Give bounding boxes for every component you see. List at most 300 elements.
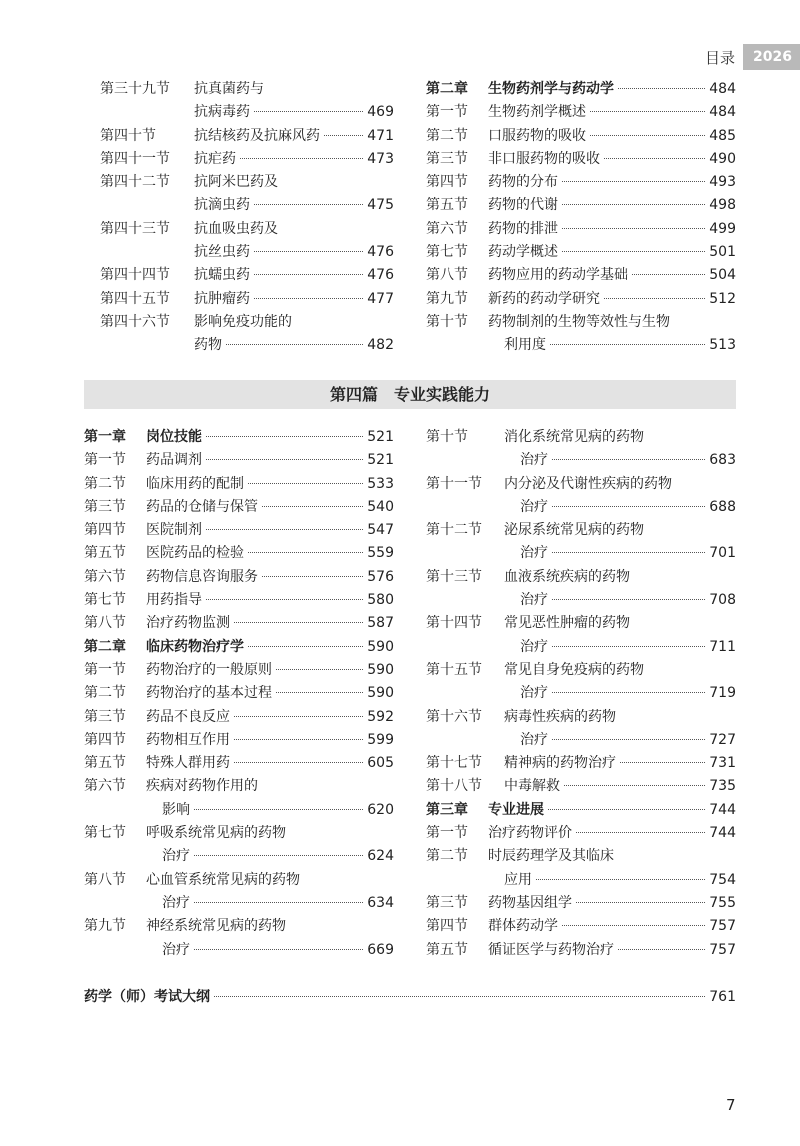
entry-page: 605 bbox=[367, 755, 394, 772]
entry-title-continued: 治疗 bbox=[162, 894, 190, 911]
entry-number: 第十六节 bbox=[426, 708, 482, 725]
entry-title: 精神病的药物治疗 bbox=[504, 755, 616, 772]
leader-dots bbox=[206, 599, 363, 600]
leader-dots bbox=[254, 274, 363, 275]
leader-dots bbox=[576, 902, 705, 903]
entry-number: 第四节 bbox=[426, 918, 468, 935]
entry-page: 592 bbox=[367, 708, 394, 725]
toc-entry-continuation bbox=[442, 496, 736, 519]
entry-title: 泌尿系统常见病的药物 bbox=[504, 522, 644, 539]
entry-title: 药物治疗的一般原则 bbox=[146, 661, 272, 678]
entry-number: 第一章 bbox=[84, 429, 126, 445]
entry-page: 620 bbox=[367, 801, 394, 818]
entry-page: 484 bbox=[709, 104, 736, 121]
entry-title: 治疗药物监测 bbox=[146, 615, 230, 632]
entry-page: 469 bbox=[367, 104, 394, 121]
entry-page: 599 bbox=[367, 731, 394, 748]
entry-title: 药物基因组学 bbox=[488, 894, 572, 911]
entry-page: 475 bbox=[367, 197, 394, 214]
leader-dots bbox=[562, 204, 705, 205]
entry-title: 专业进展 bbox=[488, 801, 544, 818]
leader-dots bbox=[604, 158, 705, 159]
toc-section-entry[interactable] bbox=[100, 218, 394, 241]
toc-section-entry[interactable] bbox=[426, 264, 736, 287]
entry-number: 第五节 bbox=[84, 755, 126, 772]
entry-number: 第五节 bbox=[426, 197, 468, 214]
leader-dots bbox=[262, 506, 363, 507]
leader-dots bbox=[552, 692, 705, 693]
entry-page: 590 bbox=[367, 685, 394, 702]
entry-page: 669 bbox=[367, 941, 394, 958]
leader-dots bbox=[262, 576, 363, 577]
toc-entry-continuation bbox=[100, 892, 394, 915]
leader-dots bbox=[248, 552, 363, 553]
toc-section-entry[interactable] bbox=[426, 148, 736, 171]
toc-section-entry[interactable] bbox=[426, 752, 736, 775]
leader-dots bbox=[552, 506, 705, 507]
toc-section-entry[interactable] bbox=[426, 892, 736, 915]
entry-title: 神经系统常见病的药物 bbox=[146, 918, 286, 935]
toc-section-entry[interactable] bbox=[84, 496, 394, 519]
leader-dots bbox=[234, 762, 363, 763]
toc-top-left-column bbox=[100, 78, 394, 358]
entry-number: 第四节 bbox=[84, 731, 126, 748]
entry-number: 第一节 bbox=[426, 104, 468, 121]
leader-dots bbox=[214, 996, 705, 997]
entry-number: 第二章 bbox=[426, 81, 468, 97]
entry-number: 第七节 bbox=[84, 592, 126, 609]
entry-title: 治疗药物评价 bbox=[488, 825, 572, 842]
entry-title: 药动学概述 bbox=[488, 244, 558, 261]
entry-title: 抗疟药 bbox=[194, 150, 236, 167]
leader-dots bbox=[552, 552, 705, 553]
entry-page: 547 bbox=[367, 522, 394, 539]
entry-number: 第十一节 bbox=[426, 475, 482, 492]
entry-number: 第九节 bbox=[84, 918, 126, 935]
entry-title: 药物应用的药动学基础 bbox=[488, 267, 628, 284]
entry-page: 590 bbox=[367, 638, 394, 655]
entry-number: 第四十一节 bbox=[100, 150, 170, 167]
entry-page: 708 bbox=[709, 592, 736, 609]
toc-entry-continuation bbox=[442, 729, 736, 752]
leader-dots bbox=[564, 785, 705, 786]
entry-page: 755 bbox=[709, 894, 736, 911]
entry-page: 476 bbox=[367, 244, 394, 261]
toc-section-entry[interactable] bbox=[84, 659, 394, 682]
entry-title: 群体药动学 bbox=[488, 918, 558, 935]
entry-page: 711 bbox=[709, 638, 736, 655]
leader-dots bbox=[240, 158, 363, 159]
running-header bbox=[705, 44, 800, 70]
entry-title: 医院药品的检验 bbox=[146, 545, 244, 562]
toc-chapter-entry[interactable] bbox=[426, 799, 736, 822]
entry-number: 第七节 bbox=[426, 244, 468, 261]
leader-dots bbox=[194, 902, 363, 903]
entry-title: 临床用药的配制 bbox=[146, 475, 244, 492]
entry-number: 第四十五节 bbox=[100, 290, 170, 307]
toc-section-entry[interactable] bbox=[426, 915, 736, 938]
entry-title-continued: 应用 bbox=[504, 871, 532, 888]
toc-section-entry[interactable] bbox=[426, 822, 736, 845]
leader-dots bbox=[206, 459, 363, 460]
entry-title: 药物的分布 bbox=[488, 174, 558, 191]
entry-page: 688 bbox=[709, 498, 736, 515]
toc-section-entry[interactable] bbox=[426, 775, 736, 798]
toc-section-entry[interactable] bbox=[84, 473, 394, 496]
toc-section-entry[interactable] bbox=[426, 101, 736, 124]
entry-title: 生物药剂学概述 bbox=[488, 104, 586, 121]
entry-title: 心血管系统常见病的药物 bbox=[146, 871, 300, 888]
entry-title-continued: 治疗 bbox=[520, 638, 548, 655]
leader-dots bbox=[194, 949, 363, 950]
entry-title-continued: 治疗 bbox=[520, 685, 548, 702]
entry-number: 第二节 bbox=[84, 475, 126, 492]
toc-section-entry[interactable] bbox=[84, 566, 394, 589]
entry-number: 第四十二节 bbox=[100, 174, 170, 191]
entry-number: 第二节 bbox=[426, 127, 468, 144]
entry-number: 第八节 bbox=[84, 615, 126, 632]
toc-entry-continuation bbox=[100, 241, 394, 264]
entry-page: 473 bbox=[367, 150, 394, 167]
entry-title: 药品调剂 bbox=[146, 452, 202, 469]
toc-section-entry[interactable] bbox=[84, 775, 394, 798]
toc-section-entry[interactable] bbox=[426, 288, 736, 311]
leader-dots bbox=[254, 251, 363, 252]
entry-number: 第二节 bbox=[426, 848, 468, 865]
entry-number: 第四节 bbox=[426, 174, 468, 191]
entry-title-continued: 治疗 bbox=[162, 941, 190, 958]
leader-dots bbox=[194, 855, 363, 856]
entry-number: 第四十四节 bbox=[100, 267, 170, 284]
entry-title-continued: 治疗 bbox=[520, 452, 548, 469]
leader-dots bbox=[562, 925, 705, 926]
entry-title: 药物治疗的基本过程 bbox=[146, 685, 272, 702]
entry-title: 药品的仓储与保管 bbox=[146, 498, 258, 515]
entry-title: 中毒解救 bbox=[504, 778, 560, 795]
entry-number: 第十节 bbox=[426, 429, 468, 445]
toc-section-entry[interactable] bbox=[100, 171, 394, 194]
entry-number: 第五节 bbox=[426, 941, 468, 958]
leader-dots bbox=[234, 716, 363, 717]
entry-page: 624 bbox=[367, 848, 394, 865]
toc-entry-continuation bbox=[100, 939, 394, 962]
entry-page: 757 bbox=[709, 941, 736, 958]
entry-title: 口服药物的吸收 bbox=[488, 127, 586, 144]
toc-section-entry[interactable] bbox=[426, 939, 736, 962]
entry-title: 新药的药动学研究 bbox=[488, 290, 600, 307]
toc-section-entry[interactable] bbox=[84, 682, 394, 705]
entry-page: 513 bbox=[709, 337, 736, 354]
leader-dots bbox=[618, 949, 705, 950]
leader-dots bbox=[206, 436, 363, 437]
toc-entry-continuation bbox=[442, 334, 736, 357]
entry-number: 第九节 bbox=[426, 290, 468, 307]
entry-number: 第十七节 bbox=[426, 755, 482, 772]
entry-number: 第四节 bbox=[84, 522, 126, 539]
entry-title: 非口服药物的吸收 bbox=[488, 150, 600, 167]
entry-number: 第十三节 bbox=[426, 568, 482, 585]
entry-page: 482 bbox=[367, 337, 394, 354]
entry-title-continued: 治疗 bbox=[520, 592, 548, 609]
entry-number: 第二章 bbox=[84, 638, 126, 655]
entry-page: 533 bbox=[367, 475, 394, 492]
entry-title: 内分泌及代谢性疾病的药物 bbox=[504, 475, 672, 492]
toc-chapter-entry[interactable] bbox=[84, 636, 394, 659]
entry-title: 岗位技能 bbox=[146, 429, 202, 445]
exam-outline-page: 761 bbox=[709, 989, 736, 1005]
toc-section-entry[interactable] bbox=[84, 589, 394, 612]
leader-dots bbox=[552, 739, 705, 740]
leader-dots bbox=[234, 622, 363, 623]
entry-page: 587 bbox=[367, 615, 394, 632]
entry-title: 特殊人群用药 bbox=[146, 755, 230, 772]
toc-section-entry[interactable] bbox=[84, 542, 394, 565]
leader-dots bbox=[276, 669, 363, 670]
entry-number: 第四十三节 bbox=[100, 220, 170, 237]
entry-number: 第十四节 bbox=[426, 615, 482, 632]
entry-number: 第十八节 bbox=[426, 778, 482, 795]
leader-dots bbox=[276, 692, 363, 693]
entry-number: 第四十节 bbox=[100, 127, 156, 144]
toc-section-entry[interactable] bbox=[84, 612, 394, 635]
leader-dots bbox=[248, 646, 363, 647]
toc-entry-continuation bbox=[100, 334, 394, 357]
entry-number: 第三节 bbox=[426, 150, 468, 167]
leader-dots bbox=[620, 762, 705, 763]
toc-section-entry[interactable] bbox=[100, 311, 394, 334]
entry-page: 471 bbox=[367, 127, 394, 144]
toc-section-entry[interactable] bbox=[426, 426, 736, 449]
entry-title: 时辰药理学及其临床 bbox=[488, 848, 614, 865]
entry-number: 第五节 bbox=[84, 545, 126, 562]
leader-dots bbox=[550, 344, 705, 345]
entry-title: 抗阿米巴药及 bbox=[194, 174, 278, 191]
entry-number: 第三节 bbox=[84, 498, 126, 515]
toc-bottom-right-column bbox=[426, 426, 736, 962]
entry-title: 生物药剂学与药动学 bbox=[488, 81, 614, 97]
entry-number: 第八节 bbox=[426, 267, 468, 284]
entry-number: 第四十六节 bbox=[100, 313, 170, 330]
part-label: 第四篇 bbox=[329, 385, 378, 404]
entry-number: 第十节 bbox=[426, 313, 468, 330]
toc-section-entry[interactable] bbox=[426, 125, 736, 148]
toc-entry-continuation bbox=[442, 542, 736, 565]
toc-entry-continuation bbox=[100, 845, 394, 868]
exam-outline-title: 药学（师）考试大纲 bbox=[84, 989, 210, 1005]
entry-page: 504 bbox=[709, 267, 736, 284]
toc-section-entry[interactable] bbox=[100, 125, 394, 148]
toc-section-entry[interactable] bbox=[84, 519, 394, 542]
toc-section-entry[interactable] bbox=[426, 845, 736, 868]
toc-section-entry[interactable] bbox=[426, 612, 736, 635]
entry-title: 抗蠕虫药 bbox=[194, 267, 250, 284]
entry-page: 634 bbox=[367, 894, 394, 911]
leader-dots bbox=[548, 809, 705, 810]
toc-section-entry[interactable] bbox=[84, 729, 394, 752]
toc-section-entry[interactable] bbox=[426, 218, 736, 241]
entry-page: 580 bbox=[367, 592, 394, 609]
leader-dots bbox=[618, 88, 705, 89]
leader-dots bbox=[248, 483, 363, 484]
toc-chapter-entry[interactable] bbox=[84, 426, 394, 449]
entry-title: 抗血吸虫药及 bbox=[194, 220, 278, 237]
leader-dots bbox=[552, 646, 705, 647]
entry-page: 477 bbox=[367, 290, 394, 307]
entry-title: 药物制剂的生物等效性与生物 bbox=[488, 313, 670, 330]
entry-page: 757 bbox=[709, 918, 736, 935]
entry-title-continued: 治疗 bbox=[520, 498, 548, 515]
toc-section-entry[interactable] bbox=[100, 78, 394, 101]
exam-outline-entry[interactable] bbox=[84, 986, 736, 1006]
entry-title: 临床药物治疗学 bbox=[146, 638, 244, 655]
entry-page: 499 bbox=[709, 220, 736, 237]
entry-title-continued: 影响 bbox=[162, 801, 190, 818]
toc-entry-continuation bbox=[442, 682, 736, 705]
entry-title: 血液系统疾病的药物 bbox=[504, 568, 630, 585]
entry-number: 第十二节 bbox=[426, 522, 482, 539]
toc-section-entry[interactable] bbox=[100, 264, 394, 287]
entry-title: 循证医学与药物治疗 bbox=[488, 941, 614, 958]
leader-dots bbox=[562, 228, 705, 229]
entry-page: 512 bbox=[709, 290, 736, 307]
toc-section-entry[interactable] bbox=[426, 706, 736, 729]
entry-page: 590 bbox=[367, 661, 394, 678]
entry-title: 呼吸系统常见病的药物 bbox=[146, 825, 286, 842]
entry-title: 病毒性疾病的药物 bbox=[504, 708, 616, 725]
entry-page: 498 bbox=[709, 197, 736, 214]
entry-title-continued: 抗滴虫药 bbox=[194, 197, 250, 214]
leader-dots bbox=[632, 274, 705, 275]
toc-section-entry[interactable] bbox=[426, 241, 736, 264]
leader-dots bbox=[576, 832, 705, 833]
leader-dots bbox=[604, 298, 705, 299]
entry-page: 490 bbox=[709, 150, 736, 167]
entry-number: 第三章 bbox=[426, 801, 468, 818]
toc-section-entry[interactable] bbox=[426, 194, 736, 217]
entry-number: 第三节 bbox=[426, 894, 468, 911]
leader-dots bbox=[536, 879, 705, 880]
part-title: 专业实践能力 bbox=[394, 385, 491, 404]
entry-title: 药物的排泄 bbox=[488, 220, 558, 237]
entry-number: 第一节 bbox=[426, 825, 468, 842]
entry-title: 医院制剂 bbox=[146, 522, 202, 539]
entry-number: 第三十九节 bbox=[100, 81, 170, 97]
entry-title: 影响免疫功能的 bbox=[194, 313, 292, 330]
entry-page: 576 bbox=[367, 568, 394, 585]
entry-title-continued: 抗病毒药 bbox=[194, 104, 250, 121]
leader-dots bbox=[562, 251, 705, 252]
leader-dots bbox=[254, 111, 363, 112]
entry-title: 常见自身免疫病的药物 bbox=[504, 661, 644, 678]
toc-section-entry[interactable] bbox=[100, 288, 394, 311]
toc-entry-continuation bbox=[442, 589, 736, 612]
entry-page: 754 bbox=[709, 871, 736, 888]
entry-title: 抗肿瘤药 bbox=[194, 290, 250, 307]
toc-section-entry[interactable] bbox=[84, 449, 394, 472]
leader-dots bbox=[552, 599, 705, 600]
toc-chapter-entry[interactable] bbox=[426, 78, 736, 101]
toc-section-entry[interactable] bbox=[426, 659, 736, 682]
entry-page: 735 bbox=[709, 778, 736, 795]
entry-page: 484 bbox=[709, 81, 736, 97]
entry-title: 抗真菌药与 bbox=[194, 81, 264, 97]
entry-page: 485 bbox=[709, 127, 736, 144]
entry-title: 疾病对药物作用的 bbox=[146, 778, 258, 795]
entry-title-continued: 治疗 bbox=[520, 731, 548, 748]
entry-title-continued: 治疗 bbox=[162, 848, 190, 865]
entry-page: 744 bbox=[709, 801, 736, 818]
entry-page: 501 bbox=[709, 244, 736, 261]
entry-title-continued: 治疗 bbox=[520, 545, 548, 562]
leader-dots bbox=[590, 135, 705, 136]
header-year-tab: 2026 bbox=[743, 44, 800, 70]
header-label: 目录 bbox=[705, 48, 736, 67]
toc-section-entry[interactable] bbox=[84, 869, 394, 892]
entry-page: 727 bbox=[709, 731, 736, 748]
entry-title: 消化系统常见病的药物 bbox=[504, 429, 644, 445]
toc-section-entry[interactable] bbox=[84, 822, 394, 845]
entry-page: 744 bbox=[709, 825, 736, 842]
toc-section-entry[interactable] bbox=[426, 566, 736, 589]
toc-section-entry[interactable] bbox=[84, 752, 394, 775]
toc-entry-continuation bbox=[442, 449, 736, 472]
entry-number: 第一节 bbox=[84, 452, 126, 469]
toc-section-entry[interactable] bbox=[426, 473, 736, 496]
toc-bottom-left-column bbox=[84, 426, 394, 962]
entry-number: 第一节 bbox=[84, 661, 126, 678]
toc-entry-continuation bbox=[442, 636, 736, 659]
toc-section-entry[interactable] bbox=[100, 148, 394, 171]
entry-number: 第六节 bbox=[84, 778, 126, 795]
toc-section-entry[interactable] bbox=[84, 915, 394, 938]
leader-dots bbox=[206, 529, 363, 530]
entry-number: 第八节 bbox=[84, 871, 126, 888]
toc-section-entry[interactable] bbox=[84, 706, 394, 729]
leader-dots bbox=[254, 204, 363, 205]
toc-section-entry[interactable] bbox=[426, 171, 736, 194]
toc-entry-continuation bbox=[100, 194, 394, 217]
entry-title: 抗结核药及抗麻风药 bbox=[194, 127, 320, 144]
entry-page: 683 bbox=[709, 452, 736, 469]
entry-title-continued: 利用度 bbox=[504, 337, 546, 354]
entry-page: 731 bbox=[709, 755, 736, 772]
leader-dots bbox=[226, 344, 363, 345]
entry-page: 701 bbox=[709, 545, 736, 562]
entry-page: 540 bbox=[367, 498, 394, 515]
entry-page: 521 bbox=[367, 452, 394, 469]
entry-title: 药物相互作用 bbox=[146, 731, 230, 748]
entry-title: 药品不良反应 bbox=[146, 708, 230, 725]
toc-section-entry[interactable] bbox=[426, 519, 736, 542]
leader-dots bbox=[552, 459, 705, 460]
entry-title-continued: 药物 bbox=[194, 337, 222, 354]
entry-title: 用药指导 bbox=[146, 592, 202, 609]
toc-section-entry[interactable] bbox=[426, 311, 736, 334]
entry-page: 559 bbox=[367, 545, 394, 562]
leader-dots bbox=[254, 298, 363, 299]
toc-entry-continuation bbox=[100, 101, 394, 124]
leader-dots bbox=[562, 181, 705, 182]
entry-number: 第三节 bbox=[84, 708, 126, 725]
entry-number: 第七节 bbox=[84, 825, 126, 842]
entry-page: 719 bbox=[709, 685, 736, 702]
toc-entry-continuation bbox=[442, 869, 736, 892]
entry-page: 521 bbox=[367, 429, 394, 445]
entry-page: 476 bbox=[367, 267, 394, 284]
entry-title: 药物信息咨询服务 bbox=[146, 568, 258, 585]
leader-dots bbox=[590, 111, 705, 112]
leader-dots bbox=[194, 809, 363, 810]
